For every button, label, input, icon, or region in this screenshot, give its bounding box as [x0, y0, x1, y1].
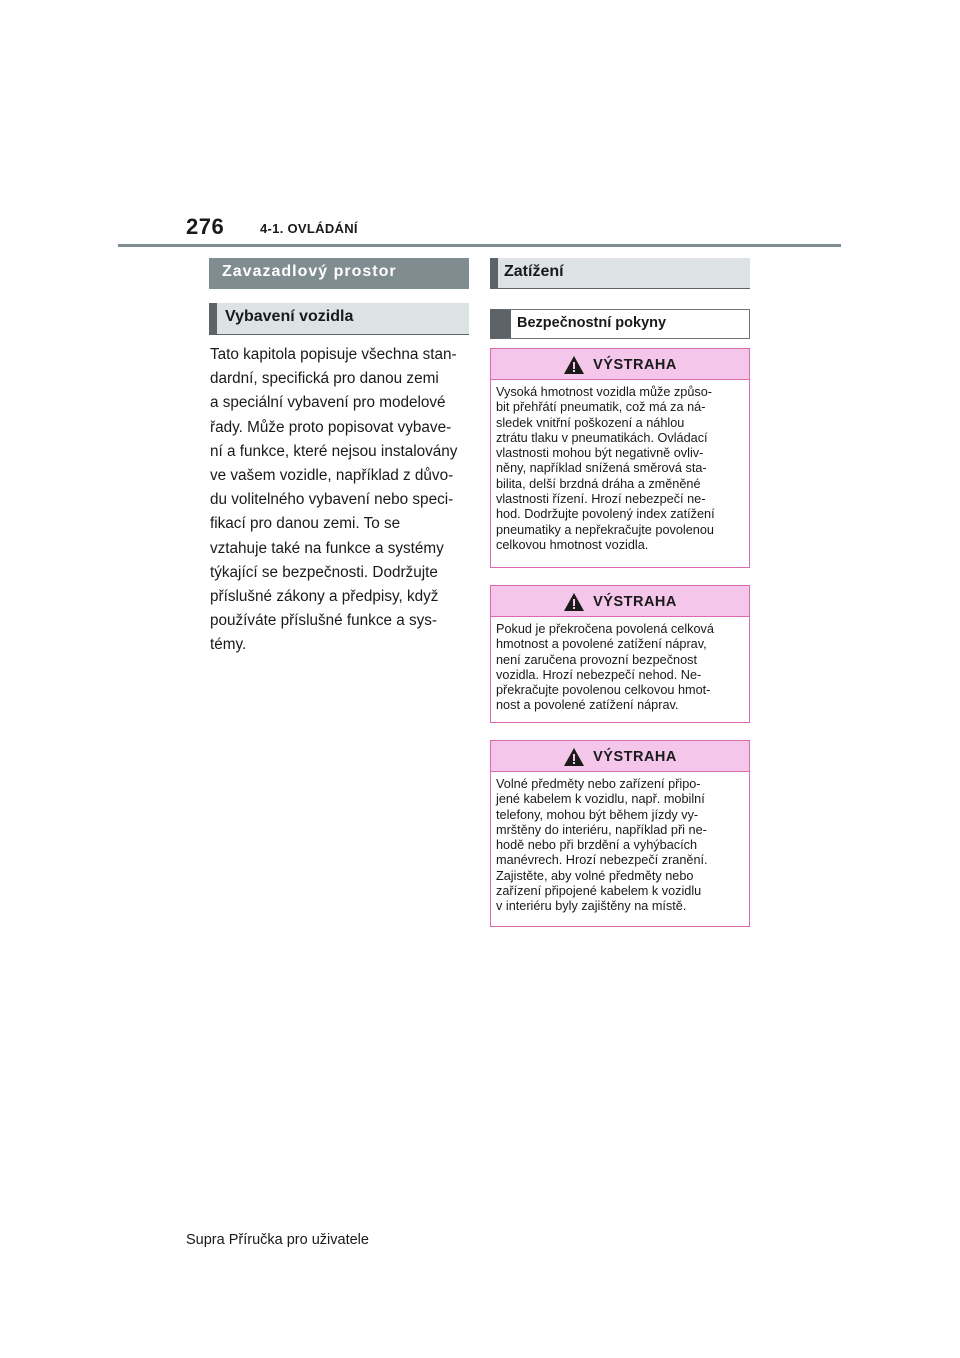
warning-box	[490, 740, 750, 927]
page-number: 276	[186, 214, 225, 239]
warning-text	[491, 380, 749, 559]
warning-line: Pokud je překročena povolená celková	[496, 622, 714, 636]
warning-line: v interiéru byly zajištěny na místě.	[496, 899, 687, 914]
warning-line: mrštěny do interiéru, například při ne-	[496, 822, 707, 837]
warning-line: ztrátu tlaku v pneumatikách. Ovládací	[496, 430, 708, 445]
warning-line: bilita, delší brzdná dráha a změněné	[496, 476, 701, 491]
body-line: dardní, specifická pro danou zemi	[210, 370, 439, 388]
warning-triangle-icon	[563, 355, 585, 375]
body-line: ve vašem vozidle, například z důvo-	[210, 467, 454, 485]
body-line: a speciální vybavení pro modelové	[210, 394, 446, 412]
warning-line: vlastnosti mohou být negativně ovliv-	[496, 446, 704, 461]
warning-line: sledek vnitřní poškození a náhlou	[496, 415, 685, 430]
body-line: používáte příslušné funkce a sys-	[210, 612, 438, 630]
warning-line: bit přehřátí pneumatik, což má za ná-	[496, 400, 706, 415]
body-line: týkající se bezpečnosti. Dodržujte	[210, 563, 438, 581]
body-line: vztahuje také na funkce a systémy	[210, 539, 444, 557]
body-line: ní a funkce, které nejsou instalovány	[210, 442, 458, 460]
warning-label: VÝSTRAHA	[593, 594, 677, 610]
body-line: témy.	[210, 636, 247, 654]
body-line: du volitelného vybavení nebo speci-	[210, 491, 454, 509]
warning-line: hod. Dodržujte povolený index zatížení	[496, 507, 715, 522]
body-line: fikací pro danou zemi. To se	[210, 515, 401, 533]
warning-line: vozidla. Hrozí nebezpečí nehod. Ne-	[496, 667, 702, 682]
warning-box	[490, 585, 750, 723]
warning-label: VÝSTRAHA	[593, 357, 677, 373]
warning-header	[491, 349, 749, 380]
warning-line: něny, například snížená směrová sta-	[496, 461, 707, 476]
heading-luggage-compartment: Zavazadlový prostor	[209, 258, 469, 289]
warning-line: manévrech. Hrozí nebezpečí zranění.	[496, 853, 708, 868]
heading-load: Zatížení	[490, 258, 750, 289]
warning-line: celkovou hmotnost vozidla.	[496, 537, 649, 552]
warning-line: vlastnosti řízení. Hrozí nebezpečí ne-	[496, 492, 706, 507]
warning-text	[491, 772, 749, 921]
warning-line: hmotnost a povolené zatížení náprav,	[496, 637, 707, 652]
warning-line: zařízení připojené kabelem k vozidlu	[496, 884, 702, 899]
warning-box	[490, 348, 750, 568]
warning-header	[491, 586, 749, 617]
warning-text	[491, 617, 749, 720]
body-line: Tato kapitola popisuje všechna stan-	[210, 346, 457, 363]
warning-line: Vysoká hmotnost vozidla může způso-	[496, 385, 713, 399]
body-text	[210, 343, 472, 658]
warning-header	[491, 741, 749, 772]
warning-line: nost a povolené zatížení náprav.	[496, 698, 679, 713]
body-line: řady. Může proto popisovat vybave-	[210, 418, 452, 436]
section-title: 4-1. OVLÁDÁNÍ	[260, 221, 358, 236]
warning-line: hodě nebo při brzdění a vyhýbacích	[496, 838, 698, 853]
warning-line: jené kabelem k vozidlu, např. mobilní	[496, 792, 705, 807]
body-line: příslušné zákony a předpisy, když	[210, 588, 439, 606]
subheading-vehicle-equipment: Vybavení vozidla	[209, 303, 469, 335]
safety-instructions-label: Bezpečnostní pokyny	[490, 309, 750, 339]
warning-line: Volné předměty nebo zařízení připo-	[496, 777, 701, 791]
warning-triangle-icon	[563, 592, 585, 612]
warning-triangle-icon	[563, 747, 585, 767]
warning-line: telefony, mohou být během jízdy vy-	[496, 807, 699, 822]
warning-line: pneumatiky a nepřekračujte povolenou	[496, 522, 714, 537]
footer-manual-title: Supra Příručka pro uživatele	[186, 1232, 369, 1248]
warning-line: není zaručena provozní bezpečnost	[496, 652, 698, 667]
warning-line: překračujte povolenou celkovou hmot-	[496, 683, 711, 698]
warning-label: VÝSTRAHA	[593, 749, 677, 765]
warning-line: Zajistěte, aby volné předměty nebo	[496, 868, 694, 883]
header-divider	[118, 244, 841, 247]
